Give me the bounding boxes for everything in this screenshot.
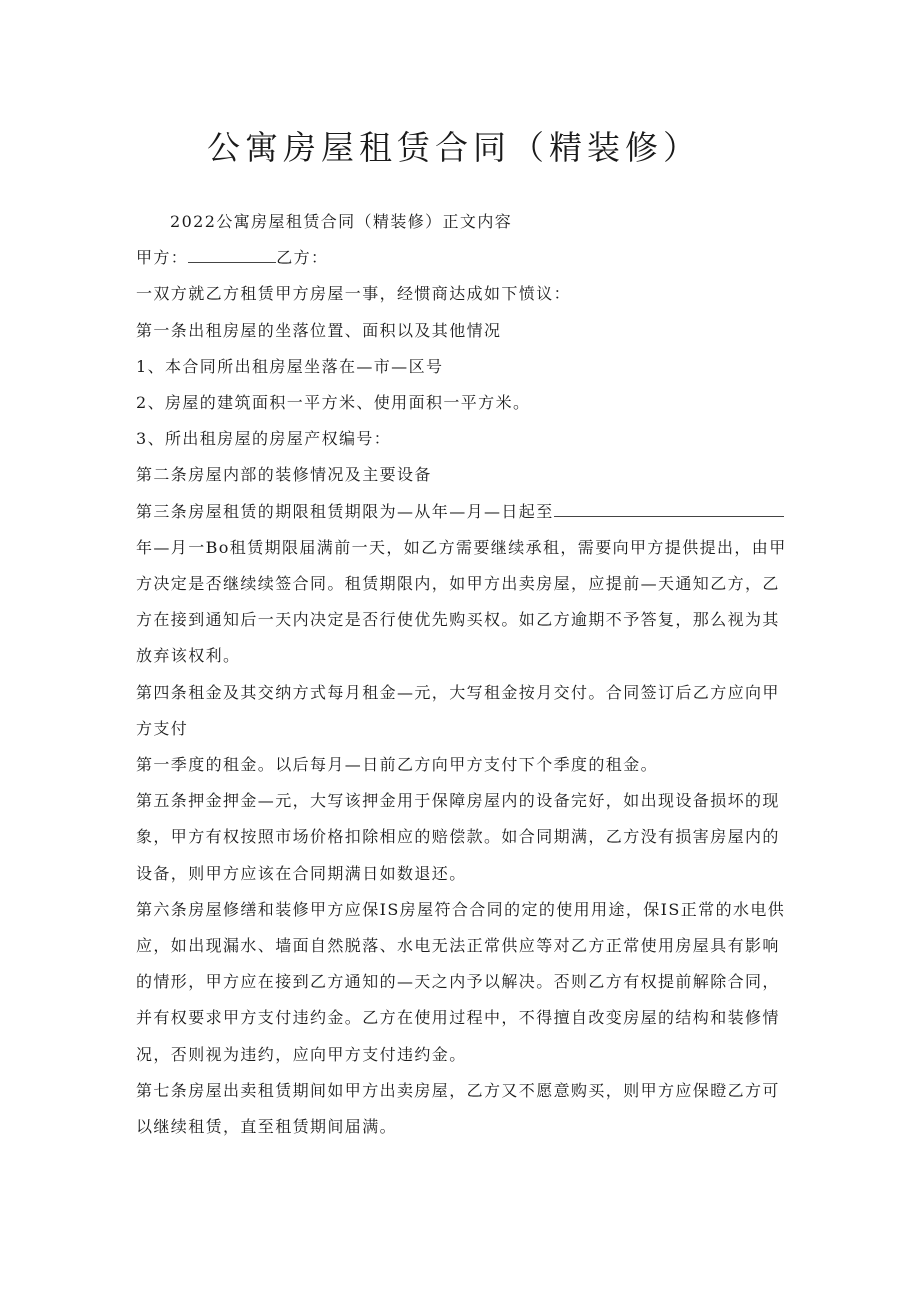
paragraph: 第七条房屋出卖租赁期间如甲方出卖房屋，乙方又不愿意购买，则甲方应保瞪乙方可以继续租赁，直至租赁期间届满。	[136, 1080, 780, 1137]
paragraph: 第二条房屋内部的装修情况及主要设备	[136, 465, 432, 485]
document-body	[136, 204, 796, 1145]
paragraph: 3、所出租房屋的房屋产权编号：	[136, 429, 392, 449]
paragraph: 第六条房屋修缮和装修甲方应保IS房屋符合合同的定的使用用途，保IS正常的水电供应，如出现漏水、墙面自然脱落、水电无法正常供应等对乙方正常使用房屋具有影响的情形，甲方应在接到乙方通知的—天之内予以解决。否则乙方有权提前解除合同，并有权要求甲方支付违约金。乙方在使用过程中，不得擅自改变房屋的结构和装修情况，否则视为违约，应向甲方支付违约金。	[136, 899, 786, 1064]
paragraph: 第四条租金及其交纳方式每月租金—元，大写租金按月交付。合同签订后乙方应向甲方支付	[136, 682, 780, 738]
party-b-label: 乙方：	[276, 248, 329, 268]
paragraph: 一双方就乙方租赁甲方房屋一事，经惯商达成如下愤议：	[136, 284, 572, 304]
paragraph: 第一季度的租金。以后每月—日前乙方向甲方支付下个季度的租金。	[136, 755, 659, 775]
paragraph: 1、本合同所出租房屋坐落在—市—区号	[136, 356, 444, 376]
paragraph: 年—月一Bo租赁期限届满前一天，如乙方需要继续承租，需要向甲方提供提出，由甲方决定是否继续续签合同。租赁期限内，如甲方出卖房屋，应提前—天通知乙方，乙方在接到通知后一天内决定是否行使优先购买权。如乙方逾期不予答复，那么视为其放弃该权利。	[136, 537, 787, 666]
end-date-blank	[554, 500, 784, 517]
party-a-blank	[188, 246, 276, 263]
article-3-intro: 第三条房屋租赁的期限租赁期限为—从年—月—日起至	[136, 501, 554, 521]
party-a-label: 甲方：	[136, 248, 189, 268]
document-title: 公寓房屋租赁合同（精装修）	[207, 128, 701, 167]
parties-line	[136, 240, 796, 276]
document-subtitle: 2022公寓房屋租赁合同（精装修）正文内容	[170, 212, 513, 231]
paragraph: 2、房屋的建筑面积一平方米、使用面积一平方米。	[136, 393, 531, 413]
article-3-line	[136, 494, 796, 530]
paragraph: 第五条押金押金—元，大写该押金用于保障房屋内的设备完好，如出现设备损坏的现象，甲方有权按照市场价格扣除相应的赔偿款。如合同期满，乙方没有损害房屋内的设备，则甲方应该在合同期满日如数退还。	[136, 791, 780, 883]
paragraph: 第一条出租房屋的坐落位置、面积以及其他情况	[136, 320, 502, 340]
